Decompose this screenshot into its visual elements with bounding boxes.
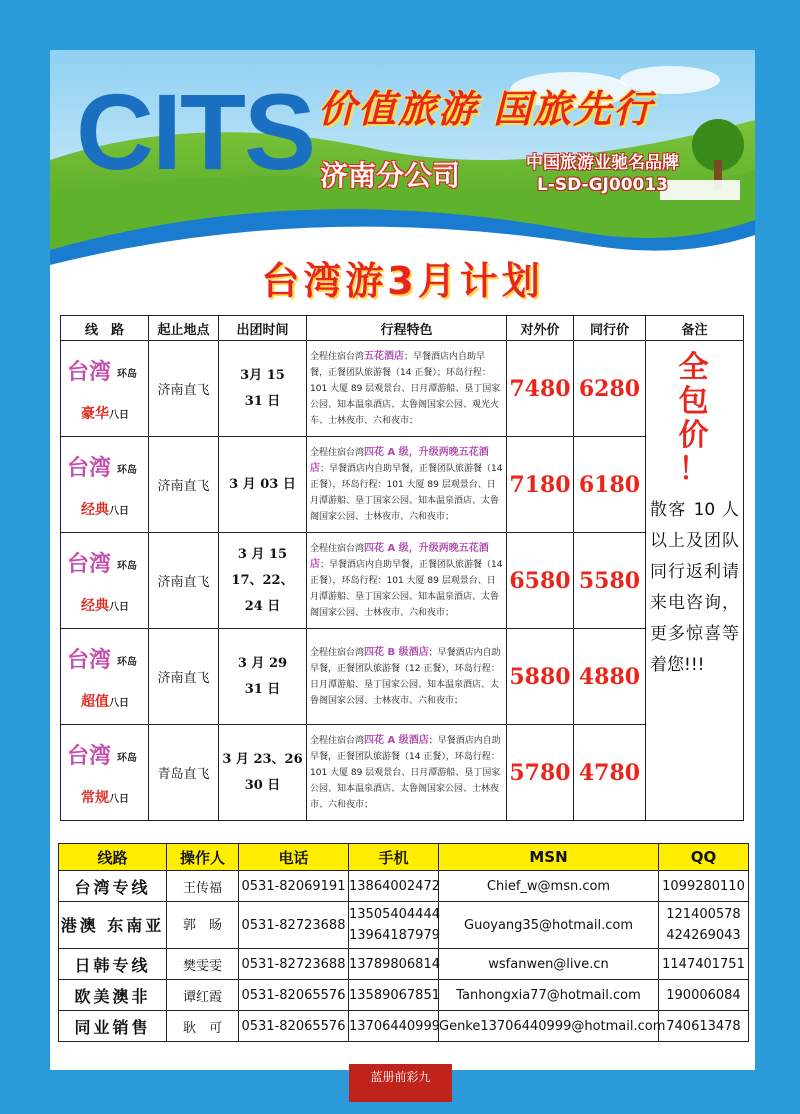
brand-badge xyxy=(526,152,679,196)
line-name: 欧美澳非 xyxy=(59,980,167,1011)
public-price: 5780 xyxy=(507,725,574,821)
phone-number: 0531-82065576 xyxy=(239,1011,349,1042)
route-cell xyxy=(61,725,149,821)
route-suffix: 环岛 xyxy=(117,753,137,764)
contact-row xyxy=(59,1011,749,1042)
msn-address: Genke13706440999@hotmail.com xyxy=(439,1011,659,1042)
route-name: 台湾 xyxy=(67,360,112,385)
table-row xyxy=(61,629,744,725)
itinerary-cell xyxy=(307,629,507,725)
contact-table xyxy=(58,843,749,1042)
itinerary-cell xyxy=(307,533,507,629)
trade-price: 6280 xyxy=(574,341,646,437)
line-name: 日韩专线 xyxy=(59,949,167,980)
route-suffix: 环岛 xyxy=(117,369,137,380)
contact-row xyxy=(59,980,749,1011)
msn-address: wsfanwen@live.cn xyxy=(439,949,659,980)
msn-address: Tanhongxia77@hotmail.com xyxy=(439,980,659,1011)
dates-cell xyxy=(219,533,307,629)
mobile-number: 13706440999 xyxy=(349,1011,439,1042)
header-operator: 操作人 xyxy=(167,844,239,871)
allin-char: 包 xyxy=(678,384,711,419)
itinerary-prefix: 全程住宿台湾 xyxy=(310,543,365,554)
header-route: 线 路 xyxy=(61,316,149,341)
table-row xyxy=(61,725,744,821)
mobile-number: 13789806814 xyxy=(349,949,439,980)
hotel-highlight: 四花 B 级酒店 xyxy=(364,646,429,658)
route-suffix: 环岛 xyxy=(117,657,137,668)
itinerary-body: ；早餐酒店内自助早餐，正餐团队旅游餐（14 正餐），环岛行程：101 大厦 89 层观景台、日月潭游船、垦丁国家公园、知本温泉酒店、太鲁阁国家公园、士林夜市、六和夜市； xyxy=(310,463,503,522)
route-suffix: 环岛 xyxy=(117,561,137,572)
public-price: 5880 xyxy=(507,629,574,725)
table-row xyxy=(61,533,744,629)
route-name: 台湾 xyxy=(67,456,112,481)
route-suffix: 环岛 xyxy=(117,465,137,476)
trade-price: 6180 xyxy=(574,437,646,533)
itinerary-body: ；早餐酒店内自助早餐，正餐团队旅游餐（14 正餐），环岛行程：101 大厦 89 层观景台、日月潭游船、垦丁国家公园、知本温泉酒店、太鲁阁国家公园、士林夜市、六和夜市； xyxy=(310,559,503,618)
tour-table-header xyxy=(61,316,744,341)
dates-cell xyxy=(219,341,307,437)
header-itinerary: 行程特色 xyxy=(307,316,507,341)
origin-cell: 济南直飞 xyxy=(149,341,219,437)
itinerary-cell xyxy=(307,341,507,437)
route-grade xyxy=(81,691,129,711)
route-cell xyxy=(61,533,149,629)
date-line: 24 日 xyxy=(244,598,281,614)
date-line: 17、22、 xyxy=(231,572,294,588)
hotel-highlight: 四花 A 级酒店 xyxy=(364,734,429,746)
grade-label: 豪华 xyxy=(81,406,109,422)
allin-char: ！ xyxy=(678,452,711,487)
header-trade-price: 同行价 xyxy=(574,316,646,341)
brand-line-2: L-SD-GJ00013 xyxy=(536,175,669,195)
brand-line-1: 中国旅游业驰名品牌 xyxy=(526,153,679,173)
cits-logo: CITS xyxy=(76,71,315,192)
operator-name: 郭 旸 xyxy=(167,902,239,949)
dates-cell xyxy=(219,629,307,725)
route-grade xyxy=(81,499,129,519)
allin-char: 全 xyxy=(678,350,711,385)
header-note: 备注 xyxy=(646,316,744,341)
line-name: 同业销售 xyxy=(59,1011,167,1042)
itinerary-prefix: 全程住宿台湾 xyxy=(310,447,365,458)
qq-number: 190006084 xyxy=(659,980,749,1011)
dates-cell xyxy=(219,725,307,821)
date-line: 31 日 xyxy=(244,393,281,409)
line-name: 港澳 东南亚 xyxy=(59,902,167,949)
slogan: 价值旅游 国旅先行 xyxy=(318,86,654,131)
mobile-number: 13589067851 xyxy=(349,980,439,1011)
route-cell xyxy=(61,437,149,533)
note-cell xyxy=(646,341,744,821)
itinerary-body: ；早餐酒店内自助早餐，正餐团队旅游餐（12 正餐），环岛行程：日月潭游船、垦丁国家公园、知本温泉酒店、太鲁阁国家公园、士林夜市、六和夜市； xyxy=(310,647,501,706)
public-price: 6580 xyxy=(507,533,574,629)
hotel-highlight: 四花 A 级，升级两晚五花酒店 xyxy=(310,542,489,570)
header-mobile: 手机 xyxy=(349,844,439,871)
itinerary-cell xyxy=(307,725,507,821)
phone-number: 0531-82069191 xyxy=(239,871,349,902)
route-grade xyxy=(81,787,129,807)
grade-label: 常规 xyxy=(81,790,109,806)
operator-name: 谭红霞 xyxy=(167,980,239,1011)
origin-cell: 青岛直飞 xyxy=(149,725,219,821)
date-line: 30 日 xyxy=(244,777,281,793)
mobile-number: 13964187979 xyxy=(349,928,440,943)
origin-cell: 济南直飞 xyxy=(149,437,219,533)
line-name: 台湾专线 xyxy=(59,871,167,902)
route-grade xyxy=(81,595,129,615)
itinerary-body: ；早餐酒店内自助早餐，正餐团队旅游餐（14 正餐）；环岛行程：101 大厦 89 层观景台、日月潭游船、垦丁国家公园、知本温泉酒店、太鲁阁国家公园、观光火车、士林夜市、六和夜市； xyxy=(310,351,501,426)
table-row xyxy=(61,341,744,437)
operator-name: 王传福 xyxy=(167,871,239,902)
date-line: 3 月 23、26 xyxy=(222,751,303,767)
public-price: 7480 xyxy=(507,341,574,437)
qq-number: 740613478 xyxy=(659,1011,749,1042)
flyer-sheet xyxy=(50,50,755,1070)
grade-label: 超值 xyxy=(81,694,109,710)
contact-row xyxy=(59,949,749,980)
header-phone: 电话 xyxy=(239,844,349,871)
tour-table xyxy=(60,315,744,821)
itinerary-prefix: 全程住宿台湾 xyxy=(310,351,365,362)
itinerary-body: ；早餐酒店内自助早餐，正餐团队旅游餐（14 正餐），环岛行程：101 大厦 89 层观景台、日月潭游船、垦丁国家公园、知本温泉酒店、太鲁阁国家公园、士林夜市、六和夜市； xyxy=(310,735,501,810)
mobile-number: 13505404444 xyxy=(349,907,440,922)
msn-address: Chief_w@msn.com xyxy=(439,871,659,902)
days-label: 八日 xyxy=(109,698,129,709)
date-line: 31 日 xyxy=(244,681,281,697)
itinerary-prefix: 全程住宿台湾 xyxy=(310,735,365,746)
itinerary-prefix: 全程住宿台湾 xyxy=(310,647,365,658)
contact-row xyxy=(59,902,749,949)
itinerary-cell xyxy=(307,437,507,533)
header-msn: MSN xyxy=(439,844,659,871)
allin-char: 价 xyxy=(678,418,711,453)
dates-cell xyxy=(219,437,307,533)
route-cell xyxy=(61,629,149,725)
date-line: 3 月 29 xyxy=(237,655,288,671)
trade-price: 5580 xyxy=(574,533,646,629)
msn-address: Guoyang35@hotmail.com xyxy=(439,902,659,949)
qq-number: 121400578 xyxy=(666,907,741,922)
route-name: 台湾 xyxy=(67,648,112,673)
note-text: 散客 10 人以上及团队同行返利请来电咨询，更多惊喜等着您!!! xyxy=(650,500,739,675)
header-departure: 出团时间 xyxy=(219,316,307,341)
route-grade xyxy=(81,403,129,423)
header-line: 线路 xyxy=(59,844,167,871)
operator-name: 耿 可 xyxy=(167,1011,239,1042)
branch-name: 济南分公司 xyxy=(320,159,461,192)
qq-number: 424269043 xyxy=(666,928,741,943)
trade-price: 4780 xyxy=(574,725,646,821)
days-label: 八日 xyxy=(109,602,129,613)
grade-label: 经典 xyxy=(81,502,109,518)
hotel-highlight: 五花酒店 xyxy=(364,350,405,362)
table-row xyxy=(61,437,744,533)
date-line: 3月 15 xyxy=(240,367,285,383)
origin-cell: 济南直飞 xyxy=(149,533,219,629)
phone-number: 0531-82065576 xyxy=(239,980,349,1011)
trade-price: 4880 xyxy=(574,629,646,725)
grade-label: 经典 xyxy=(81,598,109,614)
qq-number: 1099280110 xyxy=(659,871,749,902)
date-line: 3 月 03 日 xyxy=(229,476,296,492)
page-title: 台湾游3月计划 xyxy=(261,259,544,303)
route-name: 台湾 xyxy=(67,552,112,577)
mobile-number: 13864002472 xyxy=(349,871,439,902)
phone-number: 0531-82723688 xyxy=(239,949,349,980)
origin-cell: 济南直飞 xyxy=(149,629,219,725)
days-label: 八日 xyxy=(109,410,129,421)
all-inclusive-label xyxy=(646,351,743,487)
date-line: 3 月 15 xyxy=(237,546,288,562)
mobile-numbers xyxy=(349,902,439,949)
contact-header xyxy=(59,844,749,871)
public-price: 7180 xyxy=(507,437,574,533)
page-footer-label: 蓝册前彩九 xyxy=(349,1064,452,1102)
qq-numbers xyxy=(659,902,749,949)
route-name: 台湾 xyxy=(67,744,112,769)
header-origin: 起止地点 xyxy=(149,316,219,341)
header-qq: QQ xyxy=(659,844,749,871)
header-public-price: 对外价 xyxy=(507,316,574,341)
hotel-highlight: 四花 A 级，升级两晚五花酒店 xyxy=(310,446,489,474)
contact-row xyxy=(59,871,749,902)
days-label: 八日 xyxy=(109,794,129,805)
operator-name: 樊雯雯 xyxy=(167,949,239,980)
qq-number: 1147401751 xyxy=(659,949,749,980)
days-label: 八日 xyxy=(109,506,129,517)
route-cell xyxy=(61,341,149,437)
phone-number: 0531-82723688 xyxy=(239,902,349,949)
